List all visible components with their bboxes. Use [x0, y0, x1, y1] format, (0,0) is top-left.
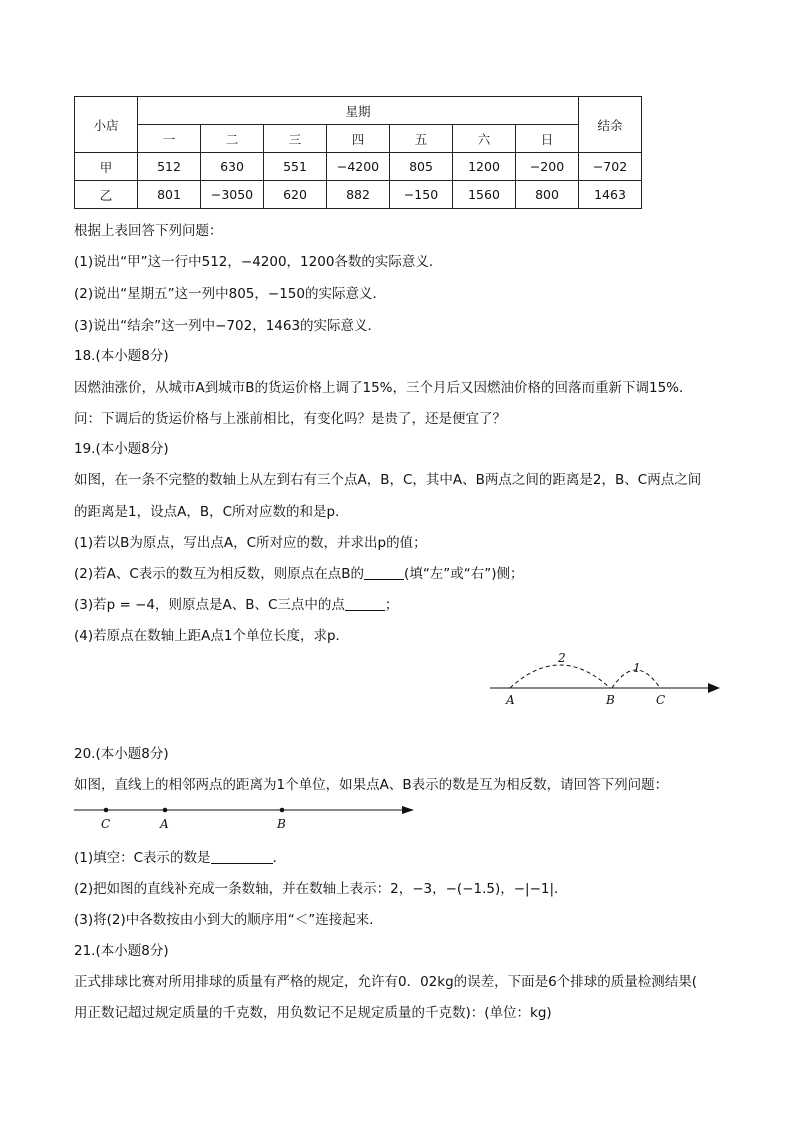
label-point-a: A	[160, 817, 169, 831]
point-b	[280, 808, 285, 813]
table-cell: 551	[264, 153, 327, 181]
q21-line2: 用正数记超过规定质量的千克数，用负数记不足规定质量的千克数)：(单位：kg)	[74, 1005, 552, 1021]
table-cell: 801	[138, 181, 201, 209]
q19-part2	[74, 562, 524, 582]
answer-blank[interactable]	[364, 566, 404, 580]
q18-header: 18.(本小题8分)	[74, 348, 169, 364]
day-header: 一	[138, 125, 201, 153]
day-header: 二	[201, 125, 264, 153]
table-cell: 800	[516, 181, 579, 209]
day-header: 三	[264, 125, 327, 153]
label-point-a: A	[506, 693, 515, 707]
label-point-c: C	[101, 817, 111, 831]
balance-header: 结余	[579, 97, 642, 153]
q19-line2: 的距离是1，设点A，B，C所对应数的和是p．	[74, 504, 349, 520]
point-c	[104, 808, 109, 813]
q19-part3-text: (3)若p = −4，则原点是A、B、C三点中的点	[74, 597, 345, 613]
label-point-c: C	[656, 693, 666, 707]
q19-part3-tail: ；	[384, 597, 399, 613]
q20-part3: (3)将(2)中各数按由小到大的顺序用“＜”连接起来．	[74, 912, 383, 928]
q18-line2: 问：下调后的货运价格与上涨前相比，有变化吗？是贵了，还是便宜了？	[74, 411, 506, 427]
table-cell: 620	[264, 181, 327, 209]
q20-part2: (2)把如图的直线补充成一条数轴，并在数轴上表示：2，−3，−(−1.5)，−|−1|．	[74, 881, 568, 897]
table-cell: 882	[327, 181, 390, 209]
number-line-figure-cab	[72, 800, 417, 832]
q18-line1: 因燃油涨价，从城市A到城市B的货运价格上调了15%，三个月后又因燃油价格的回落而重新下调15%．	[74, 380, 693, 396]
balance-cell: 1463	[579, 181, 642, 209]
q20-part1-text: (1)填空：C表示的数是	[74, 850, 211, 866]
table-row	[75, 181, 642, 209]
q19-header: 19.(本小题8分)	[74, 441, 169, 457]
table-cell: −150	[390, 181, 453, 209]
week-header: 星期	[138, 97, 579, 125]
q20-part1-tail: ．	[272, 850, 287, 866]
q19-part4: (4)若原点在数轴上距A点1个单位长度，求p．	[74, 628, 350, 644]
day-header: 五	[390, 125, 453, 153]
answer-blank[interactable]	[345, 597, 385, 611]
day-header: 六	[453, 125, 516, 153]
label-distance-bc: 1	[633, 661, 641, 675]
q19-part2-tail: (填“左”或“右”)侧；	[404, 566, 524, 582]
q19-line1: 如图，在一条不完整的数轴上从左到右有三个点A，B，C，其中A、B两点之间的距离是2，B、C两点之间	[74, 472, 702, 488]
number-line-figure-abc	[486, 648, 726, 710]
q21-line1: 正式排球比赛对所用排球的质量有严格的规定，允许有0．02kg的误差，下面是6个排球的质量检测结果(	[74, 974, 698, 990]
table-cell: −3050	[201, 181, 264, 209]
q17-part1: (1)说出“甲”这一行中512，−4200，1200各数的实际意义．	[74, 254, 443, 270]
q17-part3: (3)说出“结余”这一列中−702，1463的实际意义．	[74, 318, 382, 334]
q20-part1	[74, 846, 286, 866]
table-cell: 1560	[453, 181, 516, 209]
shop-name: 甲	[75, 153, 138, 181]
point-a	[163, 808, 168, 813]
label-distance-ab: 2	[558, 651, 566, 665]
answer-blank[interactable]	[211, 850, 273, 864]
table-row	[75, 153, 642, 181]
table-cell: −4200	[327, 153, 390, 181]
table-cell: 1200	[453, 153, 516, 181]
arc-ab	[510, 665, 610, 688]
q19-part1: (1)若以B为原点，写出点A，C所对应的数，并求出p的值；	[74, 535, 427, 551]
table-cell: 630	[201, 153, 264, 181]
q20-header: 20.(本小题8分)	[74, 746, 169, 762]
axis-arrow	[708, 683, 720, 693]
label-point-b: B	[606, 693, 615, 707]
label-point-b: B	[277, 817, 286, 831]
sales-table	[74, 96, 642, 209]
q20-line1: 如图，直线上的相邻两点的距离为1个单位，如果点A、B表示的数是互为相反数，请回答下列问题：	[74, 777, 669, 793]
axis-arrow	[402, 806, 414, 814]
q17-part2: (2)说出“星期五”这一列中805，−150的实际意义．	[74, 286, 386, 302]
table-cell: −200	[516, 153, 579, 181]
q21-header: 21.(本小题8分)	[74, 943, 169, 959]
q19-part3	[74, 593, 398, 613]
day-header: 日	[516, 125, 579, 153]
table-cell: 512	[138, 153, 201, 181]
q19-part2-text: (2)若A、C表示的数互为相反数，则原点在点B的	[74, 566, 365, 582]
q17-intro: 根据上表回答下列问题：	[74, 223, 223, 239]
day-header: 四	[327, 125, 390, 153]
balance-cell: −702	[579, 153, 642, 181]
shop-header: 小店	[75, 97, 138, 153]
shop-name: 乙	[75, 181, 138, 209]
table-cell: 805	[390, 153, 453, 181]
